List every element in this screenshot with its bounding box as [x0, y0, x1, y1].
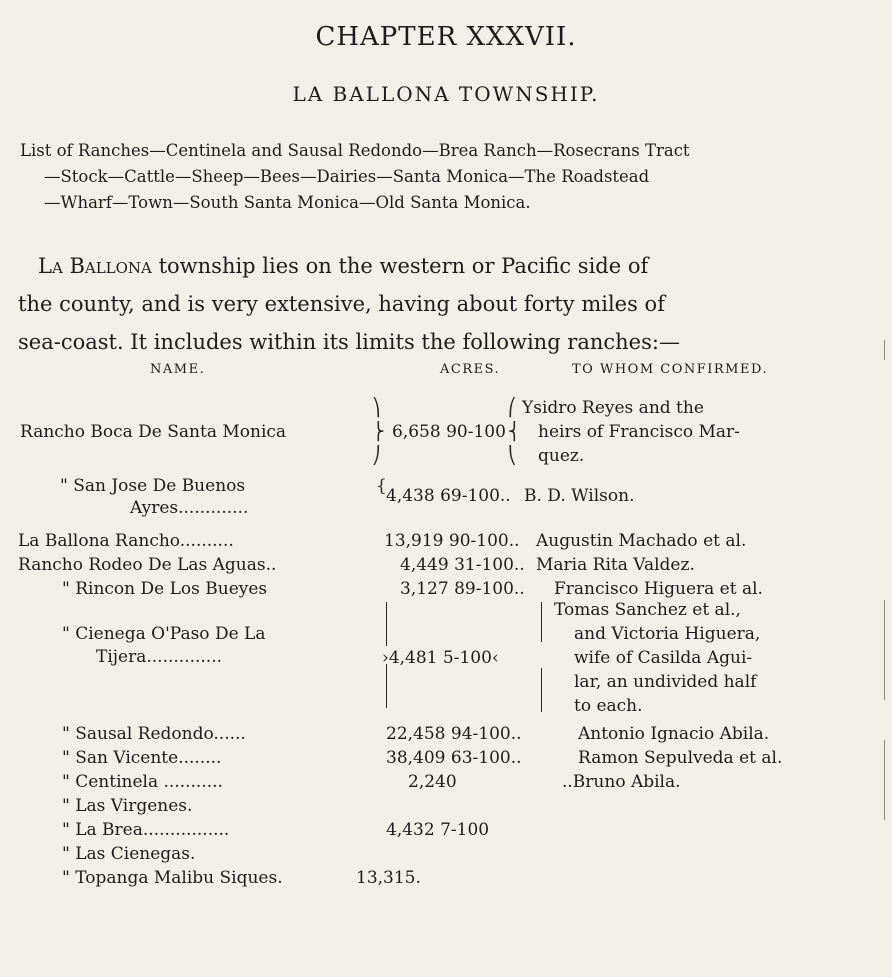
table-row-acres: ›4,481 5-100‹ [382, 648, 499, 668]
table-row-name: La Ballona Rancho.......... [18, 531, 234, 551]
chapter-summary [20, 138, 880, 216]
table-row-name: " Las Virgenes. [62, 796, 193, 816]
intro-paragraph-line: sea-coast. It includes within its limits the following ranches:— [18, 330, 680, 354]
intro-paragraph-line [18, 248, 880, 284]
table-row-name: " Sausal Redondo...... [62, 724, 246, 744]
chapter-subtitle: LA BALLONA TOWNSHIP. [292, 82, 600, 106]
table-row-acres: 13,315. [356, 868, 421, 888]
table-row-acres: 38,409 63-100.. [386, 748, 522, 768]
table-row-acres: 3,127 89-100.. [400, 579, 525, 599]
table-row-name: " Cienega O'Paso De La [62, 624, 266, 644]
table-row-name: " La Brea................ [62, 820, 230, 840]
summary-line: —Wharf—Town—South Santa Monica—Old Santa Monica. [44, 193, 531, 212]
brace-close-lower [541, 668, 542, 712]
table-row-confirmed: heirs of Francisco Mar- [538, 422, 740, 442]
table-row-confirmed: ..Bruno Abila. [562, 772, 681, 792]
column-header-acres: ACRES. [440, 362, 501, 377]
intro-lead-caps: La Ballona [38, 254, 152, 278]
margin-mark [884, 340, 885, 360]
table-row-confirmed: Maria Rita Valdez. [536, 555, 695, 575]
table-row-acres: 4,449 31-100.. [400, 555, 525, 575]
brace-close: ⎛ ⎨ ⎝ [508, 398, 521, 466]
brace-open: ⎞ ⎬ ⎠ [372, 398, 385, 466]
table-row-confirmed: Francisco Higuera et al. [554, 579, 763, 599]
intro-line-1: township lies on the western or Pacific side of [151, 254, 649, 278]
table-row-confirmed: B. D. Wilson. [524, 486, 635, 506]
brace-open: { [376, 476, 387, 496]
intro-paragraph-line: the county, and is very extensive, having about forty miles of [18, 292, 665, 316]
table-row-name: " Rincon De Los Bueyes [62, 579, 268, 599]
table-row-acres: 22,458 94-100.. [386, 724, 522, 744]
table-row-confirmed: quez. [538, 446, 585, 466]
table-row-confirmed: wife of Casilda Agui- [574, 648, 753, 668]
table-row-name: " San Vicente........ [62, 748, 222, 768]
table-row-confirmed: Ramon Sepulveda et al. [578, 748, 783, 768]
column-header-confirmed: TO WHOM CONFIRMED. [572, 362, 769, 377]
summary-line: —Stock—Cattle—Sheep—Bees—Dairies—Santa Monica—The Roadstead [44, 167, 650, 186]
table-row-acres: 2,240 [408, 772, 457, 792]
margin-mark [884, 600, 885, 700]
table-row-name: " Las Cienegas. [62, 844, 196, 864]
table-row-confirmed: lar, an undivided half [574, 672, 757, 692]
table-row-confirmed: Tomas Sanchez et al., [554, 600, 741, 620]
chapter-title: CHAPTER XXXVII. [315, 22, 577, 52]
brace-open-upper [386, 602, 387, 646]
table-row-name: " Topanga Malibu Siques. [62, 868, 283, 888]
column-header-name: NAME. [150, 362, 206, 377]
table-row-acres: 4,438 69-100.. [386, 486, 511, 506]
table-row-confirmed: and Victoria Higuera, [574, 624, 761, 644]
margin-mark [884, 740, 885, 820]
table-row-name: Ayres............. [130, 498, 249, 518]
table-row-name: Rancho Rodeo De Las Aguas.. [18, 555, 277, 575]
table-row-confirmed: to each. [574, 696, 643, 716]
table-row-name: Tijera.............. [96, 647, 223, 667]
table-row-acres: 4,432 7-100 [386, 820, 490, 840]
table-row-name: " Centinela ........... [62, 772, 223, 792]
table-row-confirmed: Ysidro Reyes and the [522, 398, 704, 418]
brace-close-upper [541, 602, 542, 642]
table-row-confirmed: Antonio Ignacio Abila. [578, 724, 770, 744]
table-row-confirmed: Augustin Machado et al. [536, 531, 747, 551]
summary-line: List of Ranches—Centinela and Sausal Redondo—Brea Ranch—Rosecrans Tract [20, 141, 690, 160]
brace-open-lower [386, 664, 387, 708]
table-row-acres: 6,658 90-100 [392, 422, 506, 442]
table-row-name: " San Jose De Buenos [60, 476, 246, 496]
table-row-acres: 13,919 90-100.. [384, 531, 520, 551]
table-row-name: Rancho Boca De Santa Monica [20, 422, 287, 442]
acres-value: 4,481 5-100 [388, 648, 492, 668]
